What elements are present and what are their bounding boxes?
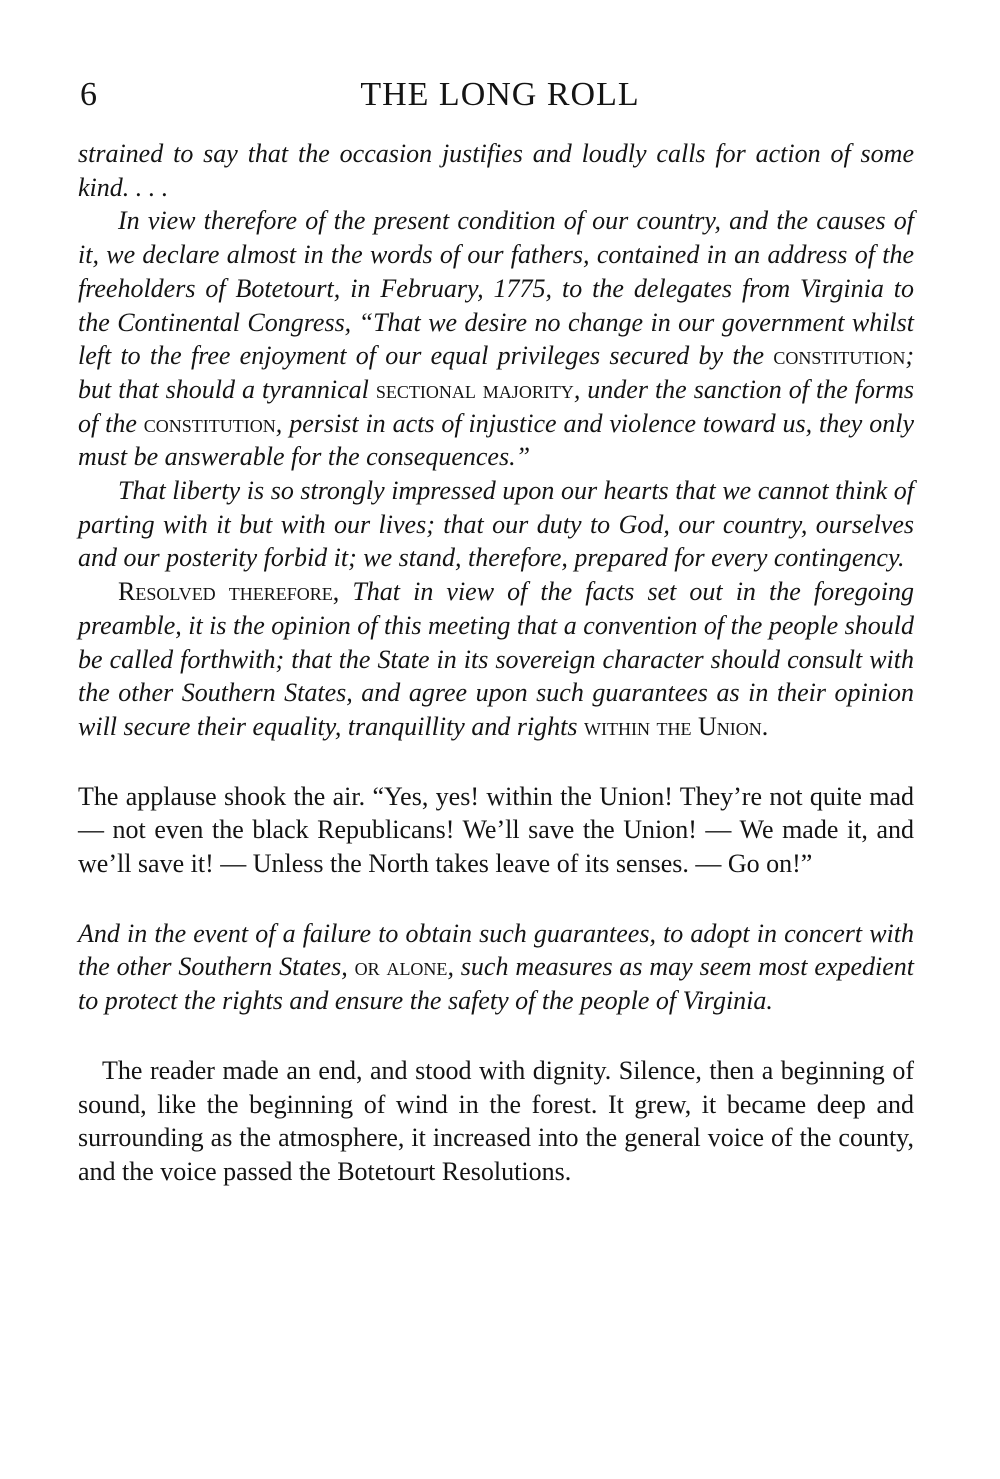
narrative-paragraph-2: The reader made an end, and stood with dignity. Silence, then a beginning of sound, like the beginning of wind in the forest. It grew, it became deep and surrounding as the atmosphere, it increased into the general voice of the county, and the voice passed the Botetourt Resolutions. (78, 1055, 914, 1186)
quote-text: That in view of the facts set out in the foregoing preamble, it is the opinion of this meeting that a convention of the people should be called forthwith; that the State in its sovereign character should consult with the other Southern States, and agree upon such guarantees as in their opinion will secure their equality, tranquillity and rights (78, 577, 914, 741)
quote-paragraph-5 (78, 917, 914, 1018)
narrative-paragraph-1: The applause shook the air. “Yes, yes! within the Union! They’re not quite mad — not even the black Republicans! We’ll save the Union! — We made it, and we’ll save it! — Unless the North takes leave of its senses. — Go on!” (78, 781, 914, 879)
quote-paragraph-4 (78, 575, 914, 744)
running-title: THE LONG ROLL (360, 76, 640, 113)
small-caps-text: within the Union. (584, 711, 769, 741)
quote-text: ; but that should a tyrannical (78, 341, 914, 404)
quote-text: And in the event of a failure to obtain such guarantees, to adopt in concert with the other Southern States, (78, 918, 914, 982)
small-caps-text: Resolved therefore, (118, 577, 340, 607)
page-header (80, 72, 920, 118)
small-caps-text: sectional majority (375, 374, 574, 404)
quote-text: In view therefore of the present condition of our country, and the causes of it, we declare almost in the words of our fathers, contained in an address of the freeholders of Botetourt, in February, 1775, to the delegates from Virginia to the Continental Congress, “That we desire no change in our government whilst left to the free enjoyment of our equal privileges secured by the (78, 206, 914, 371)
page-body (78, 137, 914, 1189)
quote-paragraph-2 (78, 204, 914, 474)
quote-text: , such measures as may seem most expedient to protect the rights and ensure the safety of the people of Virginia. (78, 952, 914, 1016)
quote-text: , under the sanction of the forms of the (78, 374, 914, 438)
small-caps-text: or alone (354, 952, 448, 982)
small-caps-text: constitution (773, 341, 906, 371)
quote-text: , persist in acts of injustice and violence toward us, they only must be answerable for the consequences.” (78, 408, 914, 472)
quote-paragraph-3: That liberty is so strongly impressed upon our hearts that we cannot think of parting with it but with our lives; that our duty to God, our country, ourselves and our posterity forbid it; we stand, therefore, prepared for every contingency. (78, 476, 914, 573)
quote-paragraph-1: strained to say that the occasion justifies and loudly calls for action of some kind. . . . (78, 139, 914, 202)
small-caps-text: constitution (143, 408, 276, 438)
page-number: 6 (80, 76, 97, 113)
